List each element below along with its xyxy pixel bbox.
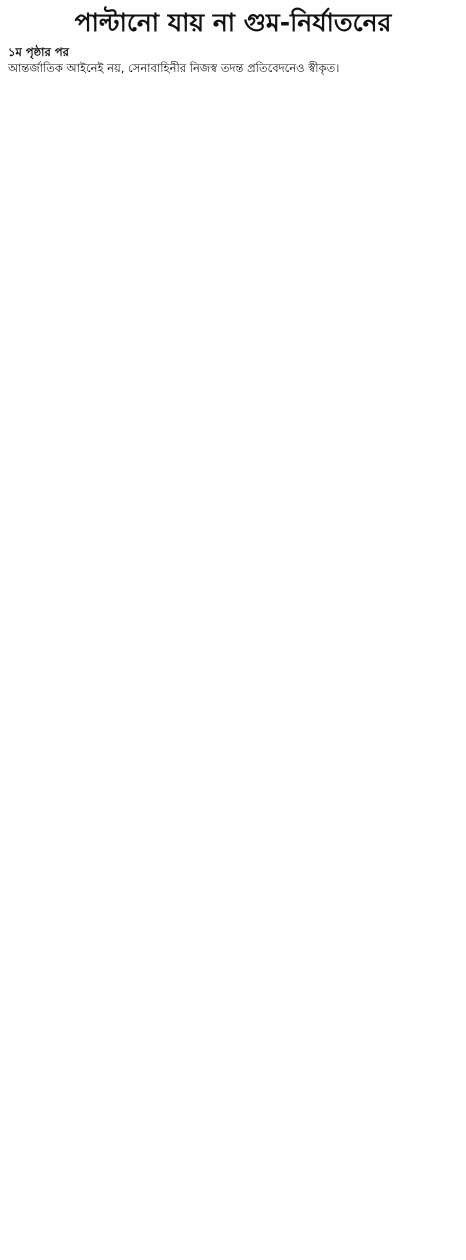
article-headline: পাল্টানো যায় না গুম-নির্যাতনের xyxy=(74,8,392,37)
lead-paragraph: আন্তর্জাতিক আইনেই নয়, সেনাবাহিনীর নিজস্ব তদন্ত প্রতিবেদনেও স্বীকৃত। xyxy=(8,61,340,75)
article xyxy=(0,0,466,77)
continued-from-label: ১ম পৃষ্ঠার পর xyxy=(8,45,69,59)
